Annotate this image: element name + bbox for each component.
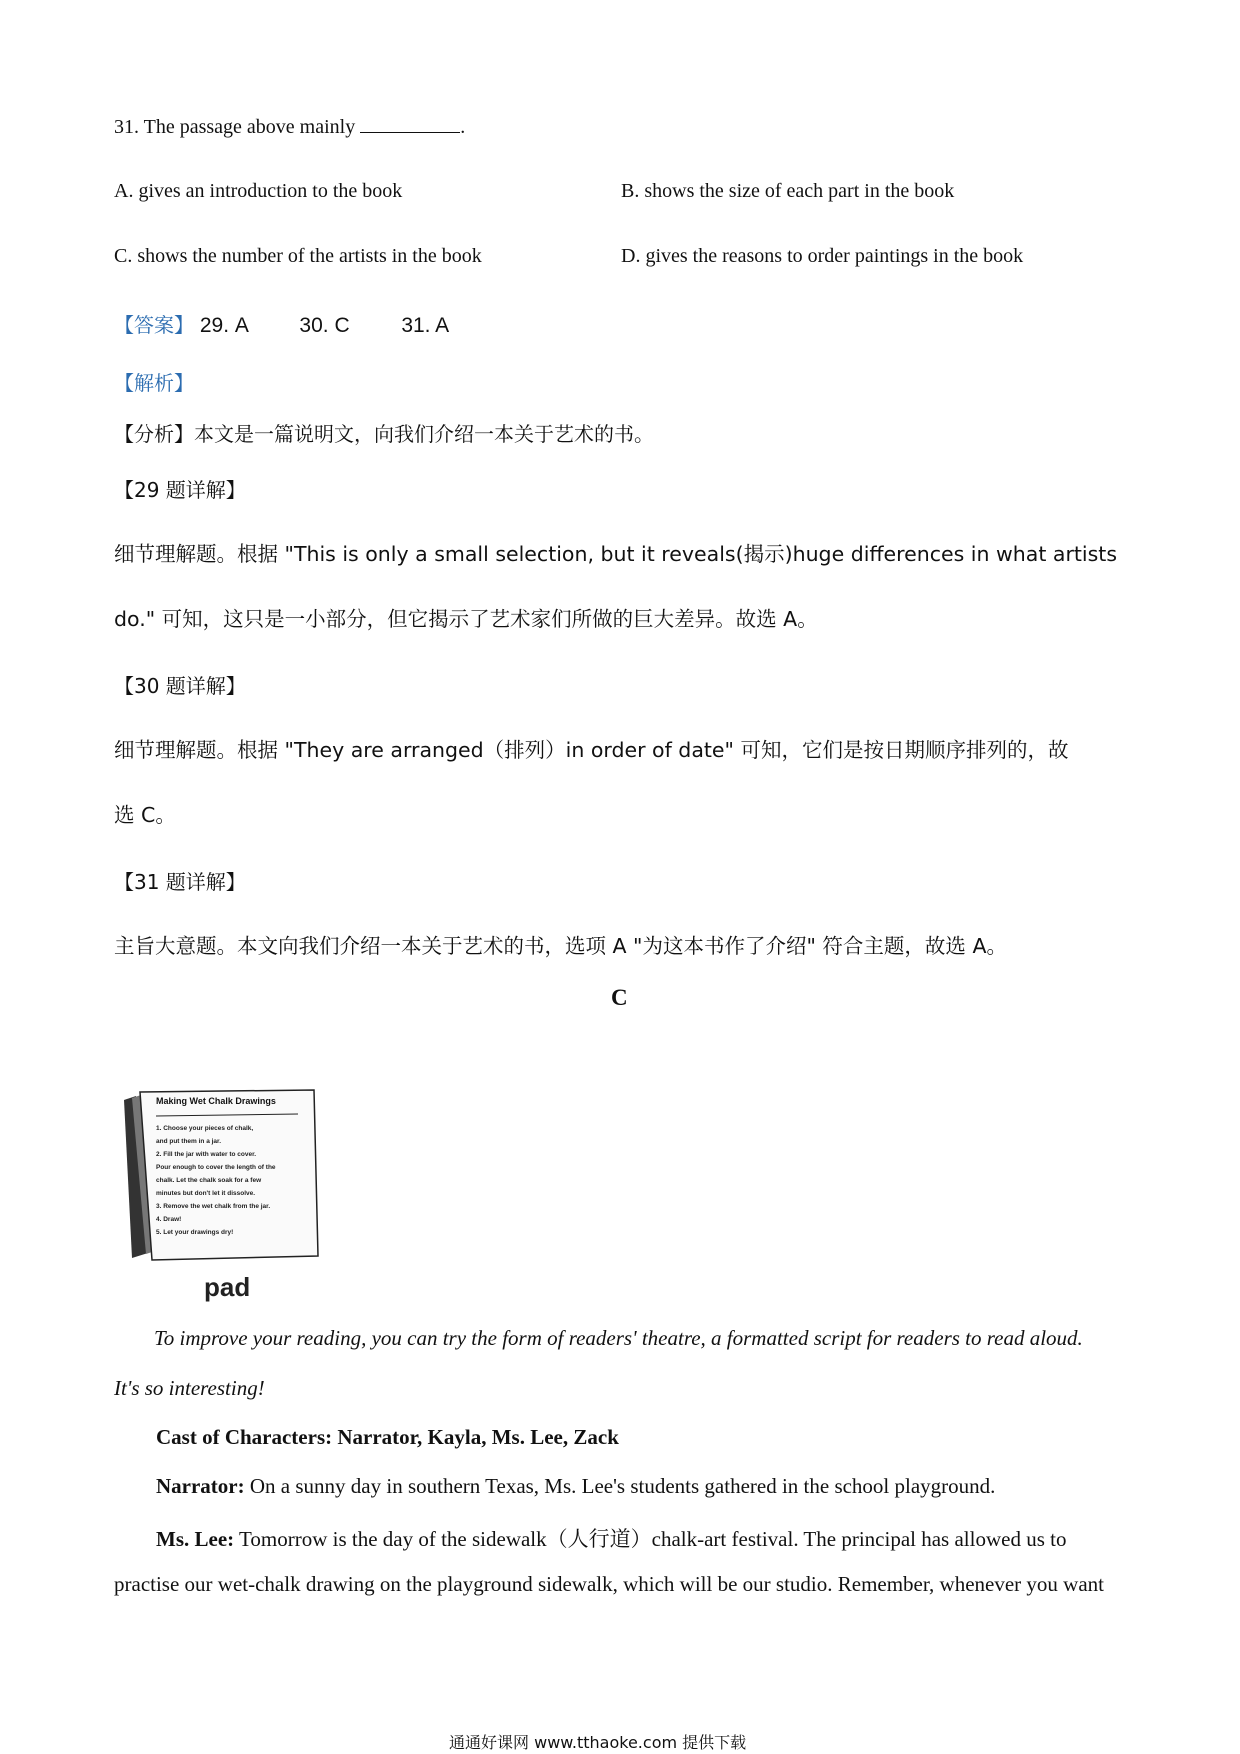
intro-line-2: It's so interesting! <box>114 1376 265 1400</box>
cast-of-characters: Cast of Characters: Narrator, Kayla, Ms. Lee, Zack <box>156 1425 619 1449</box>
card-step: Pour enough to cover the length of the <box>156 1164 276 1171</box>
card-step: chalk. Let the chalk soak for a few <box>156 1177 262 1184</box>
answer-line <box>114 309 449 338</box>
option-c: C. shows the number of the artists in the book <box>114 245 482 267</box>
answer-label: 【答案】 <box>114 313 194 337</box>
footer-url[interactable]: www.tthaoke.com <box>534 1733 678 1752</box>
intro-line-1: To improve your reading, you can try the form of readers' theatre, a formatted script for readers to read aloud. <box>154 1326 1083 1350</box>
option-b: B. shows the size of each part in the book <box>621 180 955 202</box>
q29-heading: 【29 题详解】 <box>114 478 246 502</box>
card-step: 1. Choose your pieces of chalk, <box>156 1125 254 1132</box>
mslee-label: Ms. Lee: <box>156 1527 235 1551</box>
q29-line-2: do." 可知，这只是一小部分，但它揭示了艺术家们所做的巨大差异。故选 A。 <box>114 607 818 631</box>
card-caption: pad <box>204 1272 251 1302</box>
mslee-text: Tomorrow is the day of the sidewalk（人行道）chalk-art festival. The principal has allowed us to <box>234 1527 1067 1551</box>
q31-line-1: 主旨大意题。本文向我们介绍一本关于艺术的书，选项 A "为这本书作了介绍" 符合主题，故选 A。 <box>114 934 1007 958</box>
section-title: C <box>611 985 628 1010</box>
option-d: D. gives the reasons to order paintings in the book <box>621 245 1024 267</box>
question-31-stem-end: . <box>460 116 466 138</box>
analysis-label: 【解析】 <box>114 371 194 395</box>
q30-line-2: 选 C。 <box>114 803 176 827</box>
instruction-card-image <box>118 1088 328 1302</box>
answer-29: 29. A <box>199 314 248 337</box>
question-31-stem <box>114 116 465 139</box>
answer-blank <box>360 116 460 133</box>
q29-line-1: 细节理解题。根据 "This is only a small selection, but it reveals(揭示)huge differences in what artists <box>114 542 1118 566</box>
answer-31: 31. A <box>401 314 450 337</box>
mslee-line-2: practise our wet-chalk drawing on the playground sidewalk, which will be our studio. Remember, whenever you want <box>114 1572 1104 1596</box>
footer-site-name: 通通好课网 <box>449 1733 530 1752</box>
q30-heading: 【30 题详解】 <box>114 674 246 698</box>
card-step: 5. Let your drawings dry! <box>156 1229 234 1236</box>
footer <box>449 1730 746 1753</box>
answer-30: 30. C <box>299 314 350 337</box>
card-steps <box>156 1122 276 1239</box>
q30-line-1: 细节理解题。根据 "They are arranged（排列）in order of date" 可知，它们是按日期顺序排列的，故 <box>114 738 1069 762</box>
q31-heading: 【31 题详解】 <box>114 870 246 894</box>
mslee-line <box>156 1523 1066 1553</box>
card-step: 3. Remove the wet chalk from the jar. <box>156 1203 271 1210</box>
card-step: 4. Draw! <box>156 1216 182 1223</box>
narrator-label: Narrator: <box>156 1474 245 1498</box>
card-step: minutes but don't let it dissolve. <box>156 1190 256 1197</box>
card-step: and put them in a jar. <box>156 1138 222 1145</box>
footer-suffix: 提供下载 <box>682 1733 747 1752</box>
card-step: 2. Fill the jar with water to cover. <box>156 1151 257 1158</box>
card-title: Making Wet Chalk Drawings <box>156 1096 276 1106</box>
narrator-line <box>156 1474 995 1499</box>
narrator-text: On a sunny day in southern Texas, Ms. Lee's students gathered in the school playground. <box>244 1474 996 1498</box>
question-31-stem-text: 31. The passage above mainly <box>114 116 356 138</box>
analysis-summary: 【分析】本文是一篇说明文，向我们介绍一本关于艺术的书。 <box>114 422 654 446</box>
option-a: A. gives an introduction to the book <box>114 180 403 202</box>
